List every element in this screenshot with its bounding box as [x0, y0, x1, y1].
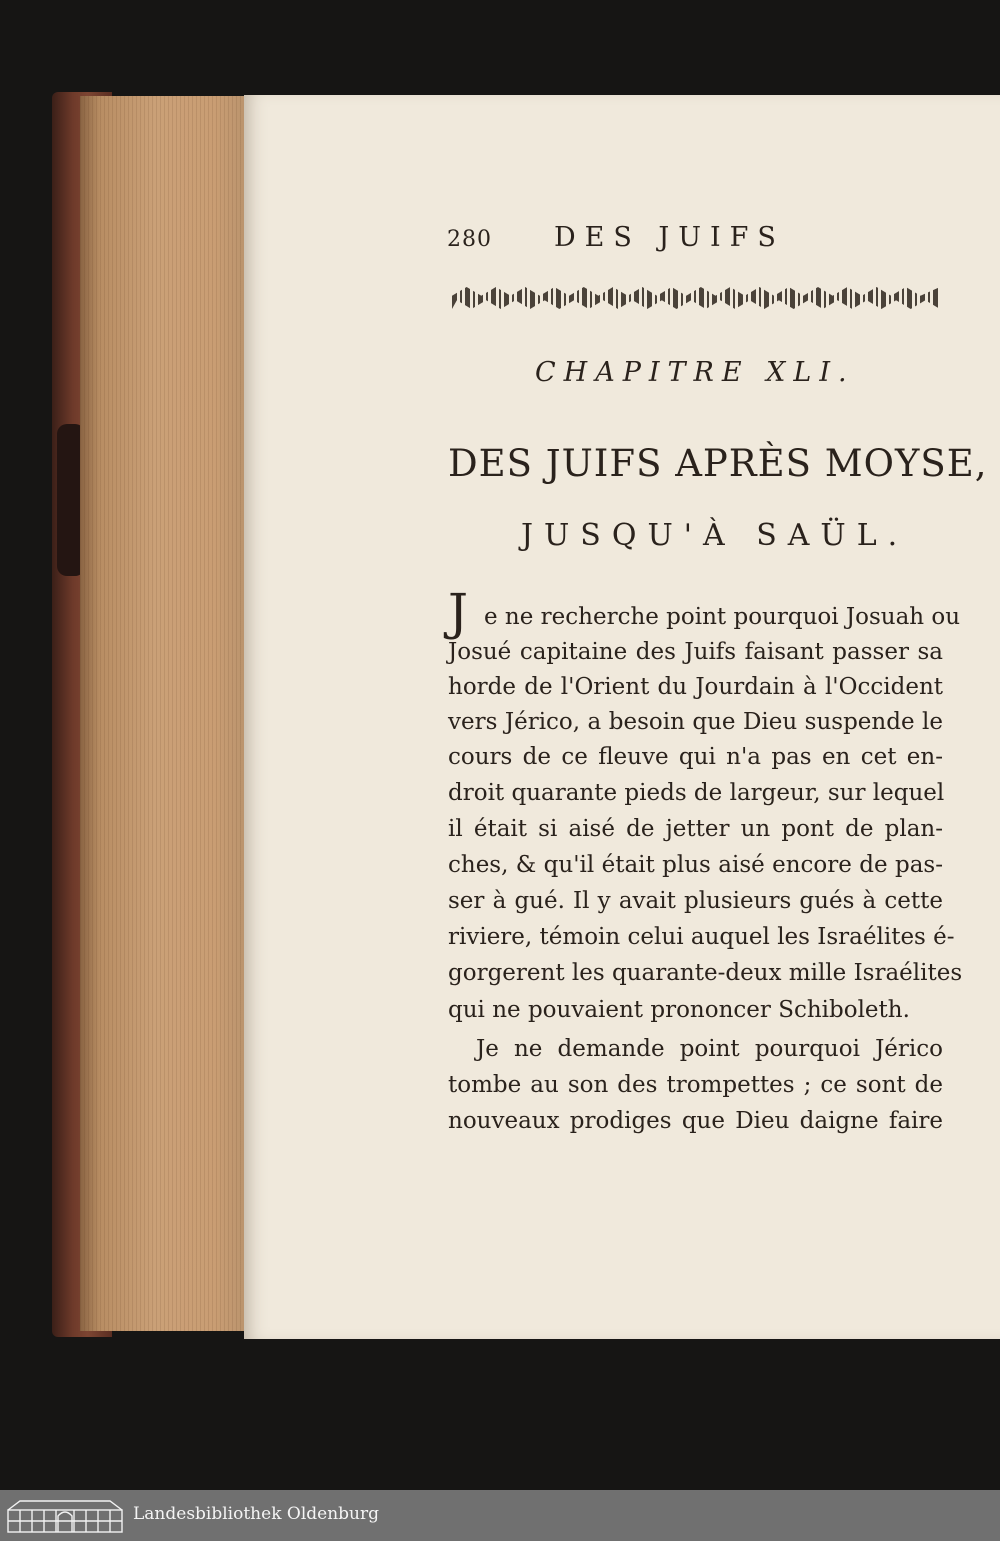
footer-bar	[0, 1490, 1000, 1541]
text-line: cours de ce fleuve qui n'a pas en cet en-	[448, 744, 943, 770]
running-header	[447, 222, 785, 253]
text-line: il était si aisé de jetter un pont de plan-	[448, 816, 943, 842]
chapter-title: CHAPITRE XLI.	[535, 357, 855, 388]
text-line: qui ne pouvaient prononcer Schiboleth.	[448, 997, 910, 1023]
text-line: vers Jérico, a besoin que Dieu suspende le	[448, 709, 943, 735]
chapter-heading: DES JUIFS APRÈS MOYSE,	[448, 442, 988, 485]
text-line: tombe au son des trompettes ; ce sont de	[448, 1072, 943, 1098]
library-building-icon	[6, 1498, 124, 1534]
text-line: ser à gué. Il y avait plusieurs gués à cette	[448, 888, 943, 914]
running-title: DES JUIFS	[554, 222, 785, 253]
text-line: ches, & qu'il était plus aisé encore de pas-	[448, 852, 943, 878]
text-line: Je ne demande point pourquoi Jérico	[476, 1036, 943, 1062]
page-edges	[80, 96, 248, 1331]
text-line: nouveaux prodiges que Dieu daigne faire	[448, 1108, 943, 1134]
page-number: 280	[447, 227, 492, 252]
text-line: Josué capitaine des Juifs faisant passer sa	[448, 639, 943, 665]
library-name: Landesbibliothek Oldenburg	[133, 1504, 380, 1524]
text-line: riviere, témoin celui auquel les Israélites é-	[448, 924, 955, 950]
chapter-subheading: JUSQU'À SAÜL.	[521, 518, 909, 553]
text-line: horde de l'Orient du Jourdain à l'Occident	[448, 674, 943, 700]
text-line: gorgerent les quarante-deux mille Israélites	[448, 960, 963, 986]
text-line: droit quarante pieds de largeur, sur lequel	[448, 780, 945, 806]
drop-cap: J	[448, 583, 469, 641]
text-line: e ne recherche point pourquoi Josuah ou	[484, 604, 961, 630]
